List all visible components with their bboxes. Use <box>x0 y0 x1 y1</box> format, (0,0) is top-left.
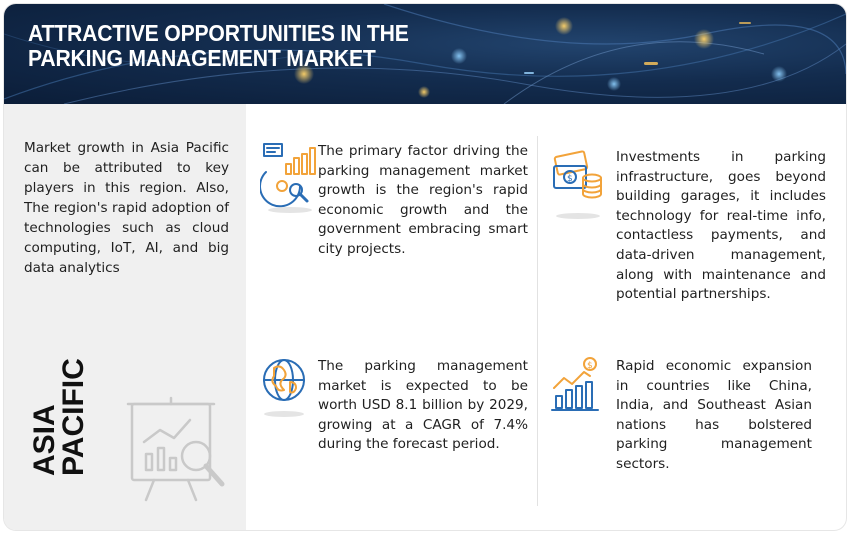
growth-chart-icon <box>260 142 318 214</box>
region-description: Market growth in Asia Pacific can be attributed to key players in this region. Also, The region's rapid adoption of technologies such as cloud computing, IoT, AI, and big data analytics <box>24 140 229 276</box>
region-sidebar <box>4 104 246 530</box>
analytics-presentation-icon <box>124 396 234 508</box>
globe-icon <box>260 356 316 418</box>
page-title: ATTRACTIVE OPPORTUNITIES IN THE PARKING MANAGEMENT MARKET <box>28 20 409 71</box>
region-label: ASIA PACIFIC <box>28 358 90 476</box>
money-investment-icon <box>550 148 606 220</box>
insight-text: Rapid economic expansion in countries like China, India, and Southeast Asian nations has bolstered parking management sectors. <box>616 358 812 472</box>
column-divider <box>537 136 538 506</box>
header-banner <box>4 4 846 104</box>
infographic-card <box>4 4 846 530</box>
insight-text: The parking management market is expected to be worth USD 8.1 billion by 2029, growing at a CAGR of 7.4% during the forecast period. <box>318 358 528 453</box>
insight-text: The primary factor driving the parking management market growth is the region's rapid economic growth and the government embracing smart city projects. <box>318 143 528 257</box>
rising-revenue-icon <box>550 356 606 416</box>
insight-text: Investments in parking infrastructure, goes beyond building garages, it includes technology for real-time info, contactless payments, and data-driven management, along with maintenance and potential partnerships. <box>616 149 826 303</box>
svg-text:$: $ <box>587 361 593 371</box>
svg-text:$: $ <box>567 174 573 184</box>
